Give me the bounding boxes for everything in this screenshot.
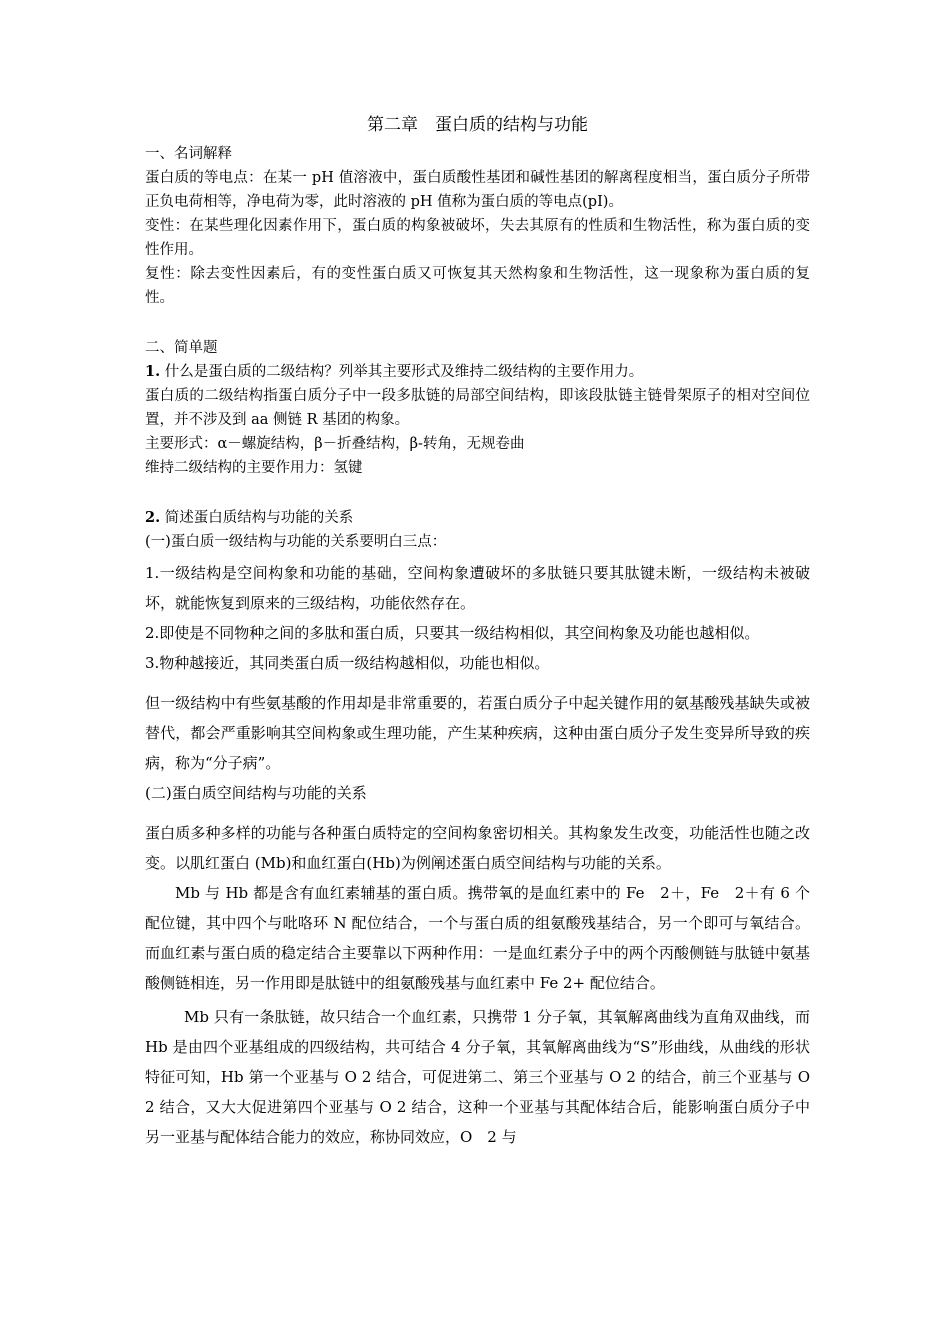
- section1-heading: 一、名词解释: [145, 146, 232, 162]
- subsection-1-heading: (一)蛋白质一级结构与功能的关系要明白三点：: [145, 534, 447, 550]
- paragraph-oxygen-curve: Mb 只有一条肽链，故只结合一个血红素，只携带 1 分子氧，其氧解离曲线为直角双曲线，而 Hb 是由四个亚基组成的四级结构，共可结合 4 分子氧，其氧解离曲线为“S”形曲线，从曲线的形状特征可知，Hb 第一个亚基与 O 2 结合，可促进第二、第三个亚基与 O 2 的结合，前三个亚基与 O 2 结合，又大大促进第四个亚基与 O 2 结合，这种一个亚基与其配体结合后，能影响蛋白质分子中另一亚基与配体结合能力的效应，称协同效应，O 2 与: [145, 1008, 810, 1146]
- chapter-title: 第二章 蛋白质的结构与功能: [367, 115, 588, 135]
- paragraph-mb-hb: Mb 与 Hb 都是含有血红素辅基的蛋白质。携带氧的是血红素中的 Fe 2＋，Fe 2＋有 6 个配位键，其中四个与吡咯环 N 配位结合，一个与蛋白质的组氨酸残基结合，另一个即可与氧结合。而血红素与蛋白质的稳定结合主要靠以下两种作用：一是血红素分子中的两个丙酸侧链与肽链中氨基酸侧链相连，另一作用即是肽链中的组氨酸残基与血红素中 Fe 2+ 配位结合。: [145, 884, 810, 992]
- document-page: [145, 112, 810, 1152]
- paragraph-spatial-structure: 蛋白质多种多样的功能与各种蛋白质特定的空间构象密切相关。其构象发生改变，功能活性也随之改变。以肌红蛋白 (Mb)和血红蛋白(Hb)为例阐述蛋白质空间结构与功能的关系。: [145, 824, 810, 872]
- question-1: [145, 360, 810, 384]
- point-3: 3.物种越接近，其同类蛋白质一级结构越相似，功能也相似。: [145, 654, 550, 672]
- question-2-number: 2.: [145, 509, 161, 526]
- definition-denaturation: 变性：在某些理化因素作用下，蛋白质的构象被破坏，失去其原有的性质和生物活性，称为蛋白质的变性作用。: [145, 218, 810, 258]
- question-1-number: 1.: [145, 363, 161, 380]
- question-2: [145, 506, 810, 530]
- paragraph-molecular-disease: 但一级结构中有些氨基酸的作用却是非常重要的，若蛋白质分子中起关键作用的氨基酸残基缺失或被替代，都会严重影响其空间构象或生理功能，产生某种疾病，这种由蛋白质分子发生变异所导致的疾病，称为“分子病”。: [145, 694, 810, 772]
- question-1-answer: 蛋白质的二级结构指蛋白质分子中一段多肽链的局部空间结构，即该段肽链主链骨架原子的相对空间位置，并不涉及到 aa 侧链 R 基团的构象。: [145, 388, 810, 428]
- question-1-forms: 主要形式：α－螺旋结构，β－折叠结构，β-转角，无规卷曲: [145, 436, 525, 452]
- question-1-text: 什么是蛋白质的二级结构？列举其主要形式及维持二级结构的主要作用力。: [164, 364, 644, 380]
- definition-isoelectric-point: 蛋白质的等电点：在某一 pH 值溶液中，蛋白质酸性基团和碱性基团的解离程度相当，蛋白质分子所带正负电荷相等，净电荷为零，此时溶液的 pH 值称为蛋白质的等电点(pI)。: [145, 170, 810, 210]
- point-2: 2.即使是不同物种之间的多肽和蛋白质，只要其一级结构相似，其空间构象及功能也越相似。: [145, 624, 760, 642]
- definition-renaturation: 复性：除去变性因素后，有的变性蛋白质又可恢复其天然构象和生物活性，这一现象称为蛋白质的复性。: [145, 266, 810, 306]
- point-1: 1.一级结构是空间构象和功能的基础，空间构象遭破坏的多肽链只要其肽键未断，一级结构未被破坏，就能恢复到原来的三级结构，功能依然存在。: [145, 564, 810, 612]
- question-2-text: 简述蛋白质结构与功能的关系: [164, 510, 354, 526]
- question-1-force: 维持二级结构的主要作用力：氢键: [145, 460, 363, 476]
- subsection-2-heading: (二)蛋白质空间结构与功能的关系: [145, 784, 367, 802]
- section2-heading: 二、简单题: [145, 340, 218, 356]
